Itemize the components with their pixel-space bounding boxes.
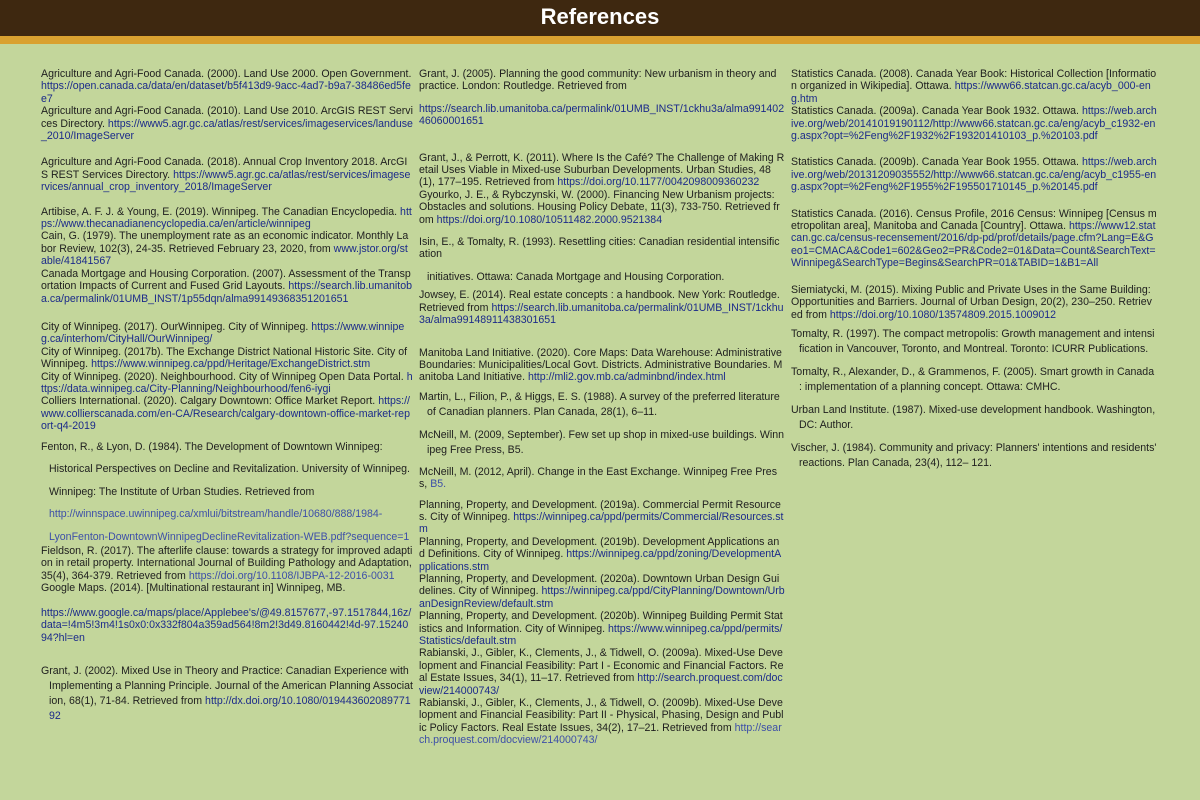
page-title: References: [540, 4, 660, 29]
reference-entry: Planning, Property, and Development. (2020a). Downtown Urban Design Guidelines. City of Winnipeg. https://winnipeg.ca/ppd/CityPlanning/Downtown/UrbanDesignReview/default.stm: [419, 572, 785, 610]
reference-link[interactable]: https://www5.agr.gc.ca/atlas/rest/services/imageservices/landuse_2010/ImageServer: [41, 117, 413, 143]
reference-link[interactable]: https://doi.org/10.1177/0042098009360232: [557, 176, 760, 189]
reference-link[interactable]: http://winnspace.uwinnipeg.ca/xmlui/bitstream/handle/10680/888/1984-: [49, 508, 383, 521]
reference-entry: City of Winnipeg. (2017b). The Exchange District National Historic Site. City of Winnipeg. https://www.winnipeg.ca/ppd/Heritage/ExchangeDistrict.stm: [41, 345, 408, 371]
reference-entry: Fenton, R., & Lyon, D. (1984). The Development of Downtown Winnipeg:: [41, 440, 383, 453]
reference-entry: Statistics Canada. (2008). Canada Year Book: Historical Collection [Information organized in Wikipedia]. Ottawa. https://www66.statcan.gc.ca/acyb_000-eng.htm: [791, 68, 1157, 105]
reference-entry: Grant, J. (2005). Planning the good community: New urbanism in theory and practice. London: Routledge. Retrieved from: [419, 68, 777, 93]
reference-entry: Agriculture and Agri-Food Canada. (2010). Land Use 2010. ArcGIS REST Services Directory. https://www5.agr.gc.ca/atlas/rest/services/imageservices/landuse_2010/ImageServer: [41, 105, 413, 143]
reference-entry: Agriculture and Agri-Food Canada. (2000). Land Use 2000. Open Government. https://open.canada.ca/data/en/dataset/b5f413d9-9acc-4ad7-b9a7-38486ed5fee7: [41, 68, 412, 105]
reference-entry: Gyourko, J. E., & Rybczynski, W. (2000). Financing New Urbanism projects: Obstacles and solutions. Housing Policy Debate, 11(3), 733-750. Retrieved from https://doi.org/10.1080/10511482.2000.9521384: [419, 188, 780, 226]
reference-link[interactable]: https://www.winnipeg.ca/ppd/permits/Statistics/default.stm: [419, 622, 783, 647]
reference-entry: Fieldson, R. (2017). The afterlife clause: towards a strategy for improved adaption in retail property. International Journal of Building Pathology and Adaptation, 35(4), 364-379. Retrieved from https://doi.org/10.1108/IJBPA-12-2016-0031: [41, 545, 413, 582]
references-column-1: [41, 68, 413, 724]
reference-entry: Tomalty, R. (1997). The compact metropolis: Growth management and intensification in Vancouver, Toronto, and Montreal. Toronto: ICURR Publications.: [791, 327, 1155, 355]
reference-entry: McNeill, M. (2009, September). Few set up shop in mixed-use buildings. Winnipeg Free Press, B5.: [419, 428, 785, 456]
reference-entry: City of Winnipeg. (2017). OurWinnipeg. City of Winnipeg. https://www.winnipeg.ca/interhom/CityHall/OurWinnipeg/: [41, 320, 405, 346]
reference-link[interactable]: https://www.winnipeg.ca/ppd/Heritage/ExchangeDistrict.stm: [91, 358, 371, 371]
reference-link[interactable]: https://search.lib.umanitoba.ca/permalink/01UMB_INST/1ckhu3a/alma99140246060001651: [419, 102, 785, 128]
reference-entry: Jowsey, E. (2014). Real estate concepts : a handbook. New York: Routledge. Retrieved from https://search.lib.umanitoba.ca/permalink/01UMB_INST/1ckhu3a/alma99148911438301651: [419, 289, 784, 327]
reference-link[interactable]: LyonFenton-DowntownWinnipegDeclineRevitalization-WEB.pdf?sequence=1: [49, 530, 410, 543]
reference-link[interactable]: https://search.lib.umanitoba.ca/permalink/01UMB_INST/1ckhu3a/alma99148911438301651: [419, 301, 784, 327]
reference-entry: Manitoba Land Initiative. (2020). Core Maps: Data Warehouse: Administrative Boundaries: Municipalities/Local Govt. Districts. Administrative Boundaries. Manitoba Land Initiative. http://mli2.gov.mb.ca/adminbnd/index.html: [419, 346, 783, 384]
reference-entry: Isin, E., & Tomalty, R. (1993). Resettling cities: Canadian residential intensification: [419, 236, 780, 261]
reference-link[interactable]: https://winnipeg.ca/ppd/zoning/DevelopmentApplications.stm: [419, 548, 782, 573]
reference-entry: Martin, L., Filion, P., & Higgs, E. S. (1988). A survey of the preferred literature of Canadian planners. Plan Canada, 28(1), 6–11.: [419, 390, 780, 418]
reference-link[interactable]: https://www5.agr.gc.ca/atlas/rest/services/imageservices/annual_crop_inventory_2018/ImageServer: [41, 168, 411, 194]
reference-link[interactable]: https://winnipeg.ca/ppd/permits/Commercial/Resources.stm: [419, 510, 784, 536]
reference-link[interactable]: http://mli2.gov.mb.ca/adminbnd/index.html: [527, 371, 726, 384]
reference-entry: Grant, J., & Perrott, K. (2011). Where Is the Café? The Challenge of Making Retail Uses Viable in Mixed-use Suburban Developments. Urban Studies, 48(1), 177–195. Retrieved from https://doi.org/10.1177/0042098009360232: [419, 151, 785, 189]
reference-link[interactable]: https://web.archive.org/web/20141019190112/http://www66.statcan.gc.ca/eng/acyb_c1932-eng.aspx?opt=%2Feng%2F1932%2F193201410103_p.%20103.pdf: [791, 105, 1157, 143]
reference-link[interactable]: https://www.google.ca/maps/place/Applebee's/@49.8157677,-97.1517844,16z/data=!4m5!3m4!1s0x0:0x332f804a359ad564!8m2!3d49.8160442!4d-97.1524094?hl=en: [41, 606, 412, 644]
reference-entry: Winnipeg: The Institute of Urban Studies. Retrieved from: [49, 485, 315, 498]
reference-link[interactable]: https://web.archive.org/web/20131209035552/http://www66.statcan.gc.ca/eng/acyb_c1955-eng.aspx?opt=%2Feng%2F1955%2F195501710145_p.%20145.pdf: [791, 156, 1157, 194]
reference-entry: initiatives. Ottawa: Canada Mortgage and Housing Corporation.: [427, 270, 725, 283]
reference-link[interactable]: http://dx.doi.org/10.1080/01944360208977192: [49, 694, 411, 722]
reference-entry: Rabianski, J., Gibler, K., Clements, J., & Tidwell, O. (2009b). Mixed-Use Development and Financial Feasibility: Part II - Physical, Phasing, Design and Public Policy Factors. Real Estate Issues, 34(2), 17–21. Retrieved from http://search.proquest.com/docview/214000743/: [419, 697, 784, 747]
reference-link[interactable]: B5.: [430, 478, 447, 491]
reference-link[interactable]: https://winnipeg.ca/ppd/CityPlanning/Downtown/UrbanDesignReview/default.stm: [419, 585, 785, 610]
reference-link[interactable]: https://www.collierscanada.com/en-CA/Research/calgary-downtown-office-market-report-q4-2019: [41, 395, 410, 433]
reference-link[interactable]: http://search.proquest.com/docview/214000743/: [419, 672, 783, 697]
reference-entry: Siemiatycki, M. (2015). Mixing Public and Private Uses in the Same Building: Opportunities and Barriers. Journal of Urban Design, 20(2), 230–250. Retrieved from https://doi.org/10.1080/13574809.2015.1009012: [791, 283, 1152, 321]
reference-link[interactable]: https://www12.statcan.gc.ca/census-recensement/2016/dp-pd/prof/details/page.cfm?Lang=E&Geo1=CMACA&Code1=602&Geo2=PR&Code2=01&Data=Count&SearchText=Winnipeg&SearchType=Begins&SearchPR=01&TABID=1&B1=All: [791, 220, 1156, 270]
reference-entry: [419, 103, 785, 128]
reference-entry: Artibise, A. F. J. & Young, E. (2019). Winnipeg. The Canadian Encyclopedia. https://www.thecanadianencyclopedia.ca/en/article/winnipeg: [41, 205, 412, 231]
reference-link[interactable]: https://doi.org/10.1108/IJBPA-12-2016-0031: [188, 569, 395, 582]
reference-link[interactable]: https://data.winnipeg.ca/City-Planning/Neighbourhood/fen6-iygi: [41, 370, 413, 395]
reference-entry: Google Maps. (2014). [Multinational restaurant in] Winnipeg, MB.: [41, 582, 346, 595]
reference-entry: Statistics Canada. (2016). Census Profile, 2016 Census: Winnipeg [Census metropolitan area], Manitoba and Canada [Country]. Ottawa. https://www12.statcan.gc.ca/census-recensement/2016/dp-pd/prof/details/page.cfm?Lang=E&Geo1=CMACA&Code1=602&Geo2=PR&Code2=01&Data=Count&SearchText=Winnipeg&SearchType=Begins&SearchPR=01&TABID=1&B1=All: [791, 207, 1157, 270]
reference-entry: Cain, G. (1979). The unemployment rate as an economic indicator. Monthly Labor Review, 102(3), 24-35. Retrieved February 23, 2020, from www.jstor.org/stable/41841567: [41, 230, 409, 268]
reference-entry: Historical Perspectives on Decline and Revitalization. University of Winnipeg.: [49, 463, 410, 476]
reference-entry: Tomalty, R., Alexander, D., & Grammenos, F. (2005). Smart growth in Canada : implementation of a planning concept. Ottawa: CMHC.: [791, 365, 1155, 393]
reference-link[interactable]: https://www.winnipeg.ca/interhom/CityHall/OurWinnipeg/: [41, 320, 405, 346]
references-column-3: [791, 68, 1157, 471]
reference-entry: Agriculture and Agri-Food Canada. (2018). Annual Crop Inventory 2018. ArcGIS REST Services Directory. https://www5.agr.gc.ca/atlas/rest/services/imageservices/annual_crop_inventory_2018/ImageServer: [41, 156, 411, 194]
header-accent-line: [0, 36, 1200, 44]
reference-link[interactable]: http://search.proquest.com/docview/214000743/: [419, 721, 782, 747]
reference-link[interactable]: https://search.lib.umanitoba.ca/permalink/01UMB_INST/1p55dqn/alma99149368351201651: [41, 280, 412, 305]
reference-link[interactable]: https://www66.statcan.gc.ca/acyb_000-eng.htm: [791, 80, 1151, 105]
reference-entry: Urban Land Institute. (1987). Mixed-use development handbook. Washington, DC: Author.: [791, 403, 1156, 431]
reference-link[interactable]: https://doi.org/10.1080/13574809.2015.1009012: [829, 308, 1057, 321]
reference-link[interactable]: https://open.canada.ca/data/en/dataset/b5f413d9-9acc-4ad7-b9a7-38486ed5fee7: [41, 80, 411, 105]
reference-link[interactable]: www.jstor.org/stable/41841567: [41, 242, 408, 268]
reference-entry: Colliers International. (2020). Calgary Downtown: Office Market Report. https://www.collierscanada.com/en-CA/Research/calgary-downtown-office-market-report-q4-2019: [41, 395, 410, 433]
reference-entry: Vischer, J. (1984). Community and privacy: Planners' intentions and residents' reactions. Plan Canada, 23(4), 112– 121.: [791, 441, 1157, 469]
reference-entry: Rabianski, J., Gibler, K., Clements, J., & Tidwell, O. (2009a). Mixed-Use Development and Financial Feasibility: Part I - Economic and Financial Factors. Real Estate Issues, 34(1), 11–17. Retrieved from http://search.proquest.com/docview/214000743/: [419, 647, 784, 697]
reference-link[interactable]: https://www.thecanadianencyclopedia.ca/en/article/winnipeg: [41, 205, 412, 231]
reference-link[interactable]: https://doi.org/10.1080/10511482.2000.9521384: [436, 213, 663, 226]
reference-entry: City of Winnipeg. (2020). Neighbourhood. City of Winnipeg Open Data Portal. https://data.winnipeg.ca/City-Planning/Neighbourhood/fen6-iygi: [41, 370, 413, 395]
reference-entry: Canada Mortgage and Housing Corporation. (2007). Assessment of the Transportation Impacts of Current and Fused Grid Layouts. https://search.lib.umanitoba.ca/permalink/01UMB_INST/1p55dqn/alma99149368351201651: [41, 267, 412, 305]
reference-entry: Planning, Property, and Development. (2019a). Commercial Permit Resources. City of Winnipeg. https://winnipeg.ca/ppd/permits/Commercial/Resources.stm: [419, 498, 784, 536]
reference-entry: Statistics Canada. (2009a). Canada Year Book 1932. Ottawa. https://web.archive.org/web/20141019190112/http://www66.statcan.gc.ca/eng/acyb_c1932-eng.aspx?opt=%2Feng%2F1932%2F193201410103_p.%20103.pdf: [791, 105, 1157, 143]
reference-entry: McNeill, M. (2012, April). Change in the East Exchange. Winnipeg Free Press, B5.: [419, 465, 777, 491]
reference-entry: Planning, Property, and Development. (2020b). Winnipeg Building Permit Statistics and Information. City of Winnipeg. https://www.winnipeg.ca/ppd/permits/Statistics/default.stm: [419, 610, 783, 647]
references-column-2: [419, 68, 785, 747]
reference-entry: [41, 506, 413, 523]
reference-entry: [41, 607, 413, 644]
reference-entry: [41, 529, 413, 546]
reference-entry: Statistics Canada. (2009b). Canada Year Book 1955. Ottawa. https://web.archive.org/web/20131209035552/http://www66.statcan.gc.ca/eng/acyb_c1955-eng.aspx?opt=%2Feng%2F1955%2F195501710145_p.%20145.pdf: [791, 156, 1157, 194]
reference-entry: Grant, J. (2002). Mixed Use in Theory and Practice: Canadian Experience with Implementing a Planning Principle. Journal of the American Planning Association, 68(1), 71-84. Retrieved from http://dx.doi.org/10.1080/01944360208977192: [41, 664, 413, 722]
reference-entry: Planning, Property, and Development. (2019b). Development Applications and Definitions. City of Winnipeg. https://winnipeg.ca/ppd/zoning/DevelopmentApplications.stm: [419, 535, 782, 573]
